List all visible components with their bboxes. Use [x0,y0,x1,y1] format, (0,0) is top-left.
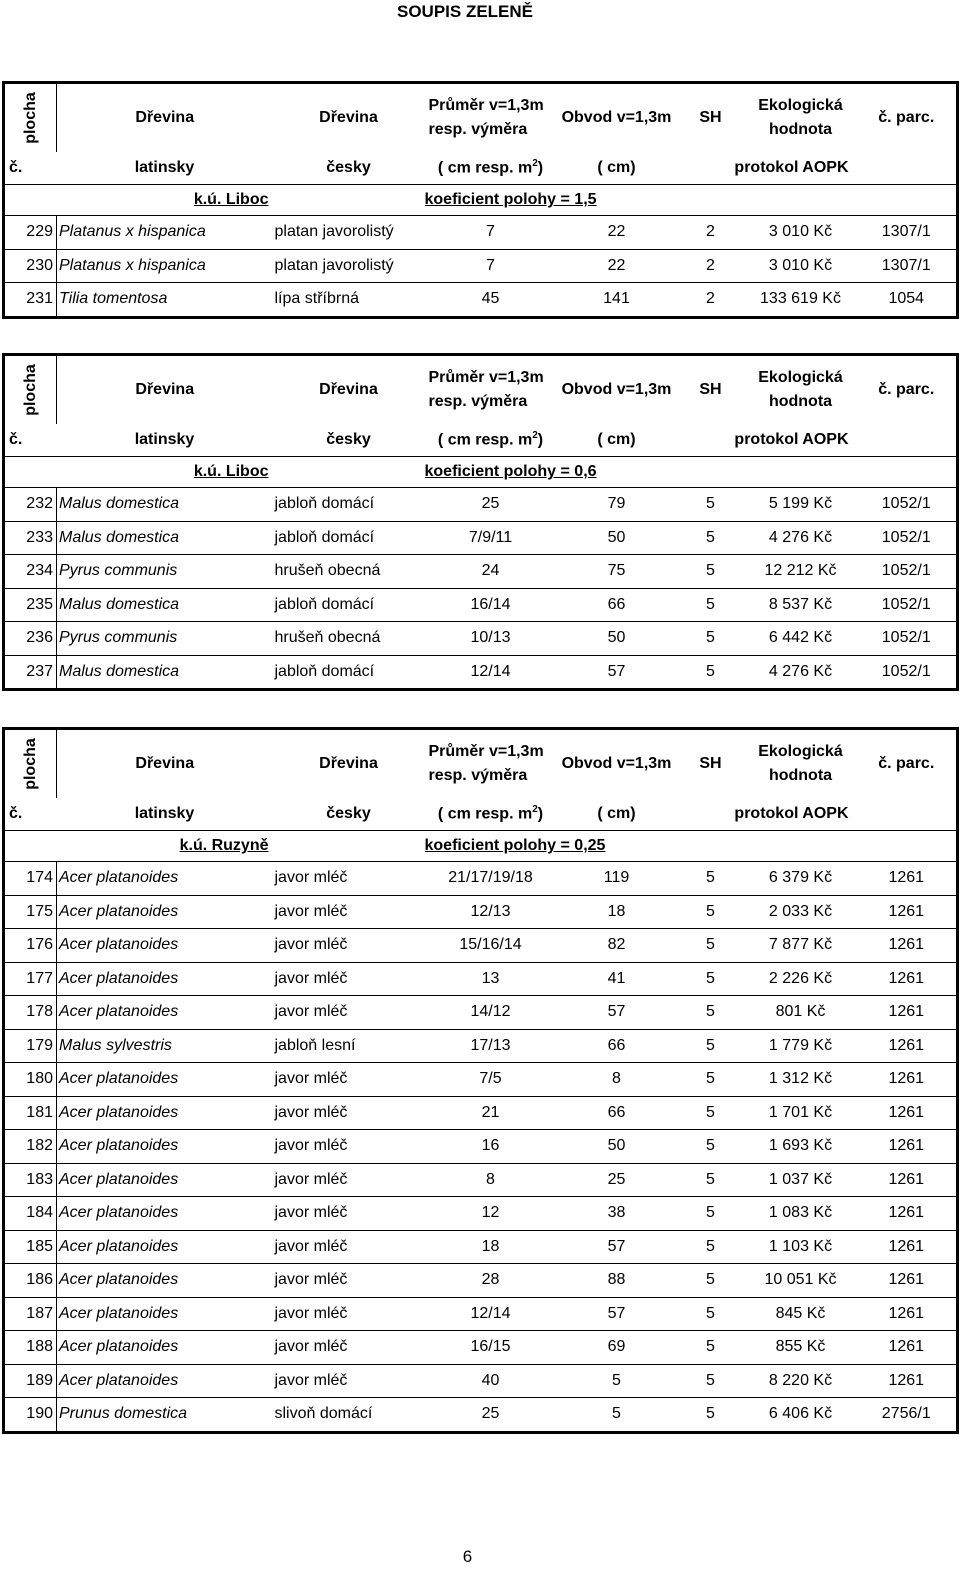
species-czech: platan javorolistý [273,216,425,250]
eco-value: 1 693 Kč [745,1130,857,1164]
header-circumference: Obvod v=1,3m [561,381,672,398]
species-latin: Tilia tomentosa [57,283,273,318]
species-latin: Malus sylvestris [57,1029,273,1063]
circumference: 22 [557,249,677,283]
circumference: 50 [557,521,677,555]
circumference: 5 [557,1398,677,1433]
diameter: 17/13 [425,1029,557,1063]
tree-number: 175 [4,895,57,929]
species-czech: javor mléč [273,895,425,929]
header-sh: SH [699,109,722,126]
species-czech: hrušeň obecná [273,622,425,656]
eco-value: 1 037 Kč [745,1163,857,1197]
table-subheader-row [4,152,958,185]
species-czech: javor mléč [273,862,425,896]
sh-value: 5 [677,1297,745,1331]
tree-number: 186 [4,1264,57,1298]
table-section-2 [2,353,956,691]
diameter: 16/14 [425,588,557,622]
diameter: 7 [425,249,557,283]
species-czech: platan javorolistý [273,249,425,283]
header-diameter: Průměr v=1,3m resp. výměra [428,743,544,784]
sh-value: 5 [677,1230,745,1264]
header-circumference: Obvod v=1,3m [561,109,672,126]
subheader-czech: česky [273,424,425,457]
location-coefficient: koeficient polohy = 0,6 [425,457,745,488]
subheader-czech: česky [273,152,425,185]
sh-value: 5 [677,962,745,996]
parcel-number: 1052/1 [857,555,958,589]
table-row [4,555,958,589]
species-latin: Acer platanoides [57,1096,273,1130]
subheader-number: č. [4,424,57,457]
tree-number: 181 [4,1096,57,1130]
table-row [4,1163,958,1197]
tree-number: 188 [4,1331,57,1365]
eco-value: 8 220 Kč [745,1364,857,1398]
eco-value: 5 199 Kč [745,488,857,522]
tree-number: 190 [4,1398,57,1433]
tree-number: 183 [4,1163,57,1197]
circumference: 18 [557,895,677,929]
subheader-diameter-unit: ( cm resp. $m^2$) [425,798,557,831]
location-coefficient: koeficient polohy = 1,5 [425,185,745,216]
subheader-latin: latinsky [57,152,273,185]
circumference: 57 [557,1297,677,1331]
table-row [4,1029,958,1063]
subheader-circumference-unit: ( cm) [557,424,677,457]
subheader-diameter-unit: ( cm resp. $m^2$) [425,424,557,457]
header-drevina-latin: Dřevina [135,109,195,126]
tree-number: 176 [4,929,57,963]
parcel-number: 1261 [857,1297,958,1331]
header-diameter: Průměr v=1,3m resp. výměra [428,369,544,410]
table-row [4,588,958,622]
diameter: 45 [425,283,557,318]
table-subheader-row [4,424,958,457]
sh-value: 5 [677,555,745,589]
sh-value: 5 [677,1096,745,1130]
sh-value: 2 [677,249,745,283]
table-row [4,1297,958,1331]
header-plocha: plocha [4,355,57,425]
sh-value: 5 [677,1163,745,1197]
species-latin: Pyrus communis [57,622,273,656]
diameter: 16 [425,1130,557,1164]
table-row [4,962,958,996]
sh-value: 5 [677,895,745,929]
species-latin: Acer platanoides [57,1197,273,1231]
subheader-latin: latinsky [57,424,273,457]
eco-value: 133 619 Kč [745,283,857,318]
diameter: 16/15 [425,1331,557,1365]
sh-value: 5 [677,655,745,690]
section-row [4,185,958,216]
diameter: 7/9/11 [425,521,557,555]
tree-inventory-table [2,353,959,691]
parcel-number: 1261 [857,1096,958,1130]
cadastral-area: k.ú. Ruzyně [4,831,273,862]
cadastral-area: k.ú. Liboc [4,185,273,216]
parcel-number: 1054 [857,283,958,318]
tree-number: 179 [4,1029,57,1063]
header-parcel: č. parc. [857,83,958,153]
table-header-row [4,729,958,799]
table-row [4,1096,958,1130]
species-latin: Acer platanoides [57,1264,273,1298]
species-latin: Platanus x hispanica [57,216,273,250]
circumference: 66 [557,1096,677,1130]
tree-number: 233 [4,521,57,555]
circumference: 25 [557,1163,677,1197]
location-coefficient: koeficient polohy = 0,25 [425,831,745,862]
eco-value: 801 Kč [745,996,857,1030]
circumference: 38 [557,1197,677,1231]
eco-value: 7 877 Kč [745,929,857,963]
subheader-protocol: protokol AOPK [677,424,857,457]
diameter: 15/16/14 [425,929,557,963]
species-czech: javor mléč [273,1096,425,1130]
table-row [4,996,958,1030]
eco-value: 10 051 Kč [745,1264,857,1298]
eco-value: 3 010 Kč [745,249,857,283]
parcel-number: 1052/1 [857,588,958,622]
species-latin: Acer platanoides [57,929,273,963]
section-row [4,831,958,862]
diameter: 14/12 [425,996,557,1030]
species-czech: slivoň domácí [273,1398,425,1433]
table-row [4,862,958,896]
species-czech: javor mléč [273,1230,425,1264]
table-row [4,1364,958,1398]
sh-value: 5 [677,588,745,622]
table-row [4,488,958,522]
species-czech: javor mléč [273,1331,425,1365]
eco-value: 845 Kč [745,1297,857,1331]
sh-value: 5 [677,1197,745,1231]
tree-inventory-table [2,81,959,319]
parcel-number: 1052/1 [857,488,958,522]
species-czech: javor mléč [273,996,425,1030]
circumference: 69 [557,1331,677,1365]
diameter: 25 [425,488,557,522]
tree-number: 236 [4,622,57,656]
header-parcel: č. parc. [857,729,958,799]
eco-value: 6 406 Kč [745,1398,857,1433]
sh-value: 5 [677,622,745,656]
header-eco-value: Ekologická hodnota [758,743,843,784]
species-czech: javor mléč [273,962,425,996]
eco-value: 4 276 Kč [745,655,857,690]
diameter: 21/17/19/18 [425,862,557,896]
table-row [4,1230,958,1264]
eco-value: 3 010 Kč [745,216,857,250]
diameter: 28 [425,1264,557,1298]
species-czech: javor mléč [273,1264,425,1298]
species-latin: Acer platanoides [57,1163,273,1197]
species-latin: Malus domestica [57,488,273,522]
circumference: 119 [557,862,677,896]
species-czech: javor mléč [273,1163,425,1197]
species-latin: Acer platanoides [57,1130,273,1164]
section-row [4,457,958,488]
table-subheader-row [4,798,958,831]
species-latin: Acer platanoides [57,996,273,1030]
eco-value: 1 103 Kč [745,1230,857,1264]
table-header-row [4,83,958,153]
header-sh: SH [699,755,722,772]
circumference: 50 [557,1130,677,1164]
circumference: 57 [557,655,677,690]
table-section-3 [2,727,956,1434]
eco-value: 1 312 Kč [745,1063,857,1097]
header-plocha: plocha [4,83,57,153]
diameter: 21 [425,1096,557,1130]
sh-value: 5 [677,1130,745,1164]
eco-value: 6 379 Kč [745,862,857,896]
species-czech: javor mléč [273,1130,425,1164]
header-plocha: plocha [4,729,57,799]
header-drevina-latin: Dřevina [135,381,195,398]
parcel-number: 1261 [857,1163,958,1197]
parcel-number: 1261 [857,1197,958,1231]
table-row [4,1331,958,1365]
parcel-number: 1261 [857,1331,958,1365]
page-number: 6 [462,1547,473,1566]
diameter: 12/13 [425,895,557,929]
eco-value: 4 276 Kč [745,521,857,555]
circumference: 79 [557,488,677,522]
table-row [4,1398,958,1433]
header-parcel: č. parc. [857,355,958,425]
tree-number: 237 [4,655,57,690]
parcel-number: 1261 [857,929,958,963]
sh-value: 5 [677,1063,745,1097]
subheader-protocol: protokol AOPK [677,152,857,185]
species-latin: Pyrus communis [57,555,273,589]
header-drevina-czech: Dřevina [319,381,378,398]
diameter: 12/14 [425,655,557,690]
circumference: 22 [557,216,677,250]
parcel-number: 1052/1 [857,622,958,656]
table-row [4,1264,958,1298]
circumference: 57 [557,996,677,1030]
tree-number: 232 [4,488,57,522]
header-eco-value: Ekologická hodnota [758,369,843,410]
species-czech: javor mléč [273,1364,425,1398]
eco-value: 1 083 Kč [745,1197,857,1231]
table-row [4,249,958,283]
subheader-circumference-unit: ( cm) [557,798,677,831]
tree-number: 229 [4,216,57,250]
eco-value: 6 442 Kč [745,622,857,656]
tree-number: 180 [4,1063,57,1097]
table-row [4,1197,958,1231]
page-title: SOUPIS ZELENĚ [396,2,534,21]
species-czech: javor mléč [273,1297,425,1331]
species-latin: Malus domestica [57,521,273,555]
sh-value: 5 [677,1364,745,1398]
subheader-number: č. [4,798,57,831]
parcel-number: 1261 [857,1029,958,1063]
subheader-number: č. [4,152,57,185]
table-row [4,622,958,656]
circumference: 5 [557,1364,677,1398]
tree-number: 177 [4,962,57,996]
header-drevina-czech: Dřevina [319,755,378,772]
circumference: 8 [557,1063,677,1097]
eco-value: 2 033 Kč [745,895,857,929]
tree-number: 182 [4,1130,57,1164]
species-latin: Acer platanoides [57,1063,273,1097]
species-czech: jabloň domácí [273,588,425,622]
table-row [4,655,958,690]
sh-value: 5 [677,929,745,963]
eco-value: 2 226 Kč [745,962,857,996]
sh-value: 5 [677,1398,745,1433]
cadastral-area: k.ú. Liboc [4,457,273,488]
table-row [4,521,958,555]
diameter: 40 [425,1364,557,1398]
species-czech: jabloň domácí [273,521,425,555]
eco-value: 8 537 Kč [745,588,857,622]
table-row [4,216,958,250]
tree-number: 178 [4,996,57,1030]
tree-inventory-table [2,727,959,1434]
species-czech: hrušeň obecná [273,555,425,589]
diameter: 18 [425,1230,557,1264]
tree-number: 231 [4,283,57,318]
species-latin: Acer platanoides [57,1297,273,1331]
sh-value: 5 [677,521,745,555]
species-latin: Acer platanoides [57,1230,273,1264]
eco-value: 1 701 Kč [745,1096,857,1130]
eco-value: 1 779 Kč [745,1029,857,1063]
sh-value: 5 [677,1029,745,1063]
header-circumference: Obvod v=1,3m [561,755,672,772]
parcel-number: 1261 [857,1364,958,1398]
sh-value: 5 [677,488,745,522]
species-latin: Malus domestica [57,655,273,690]
species-latin: Acer platanoides [57,1364,273,1398]
parcel-number: 1261 [857,996,958,1030]
subheader-diameter-unit: ( cm resp. $m^2$) [425,152,557,185]
header-drevina-latin: Dřevina [135,755,195,772]
sh-value: 5 [677,1331,745,1365]
diameter: 7 [425,216,557,250]
species-latin: Acer platanoides [57,962,273,996]
tree-number: 174 [4,862,57,896]
circumference: 57 [557,1230,677,1264]
diameter: 12/14 [425,1297,557,1331]
species-latin: Prunus domestica [57,1398,273,1433]
tree-number: 187 [4,1297,57,1331]
eco-value: 855 Kč [745,1331,857,1365]
diameter: 8 [425,1163,557,1197]
subheader-circumference-unit: ( cm) [557,152,677,185]
parcel-number: 1261 [857,1264,958,1298]
circumference: 66 [557,1029,677,1063]
sh-value: 5 [677,996,745,1030]
header-diameter: Průměr v=1,3m resp. výměra [428,97,544,138]
species-latin: Platanus x hispanica [57,249,273,283]
parcel-number: 1052/1 [857,521,958,555]
header-drevina-czech: Dřevina [319,109,378,126]
species-czech: javor mléč [273,1063,425,1097]
circumference: 141 [557,283,677,318]
species-czech: jabloň lesní [273,1029,425,1063]
circumference: 50 [557,622,677,656]
tree-number: 235 [4,588,57,622]
tree-number: 189 [4,1364,57,1398]
circumference: 75 [557,555,677,589]
header-eco-value: Ekologická hodnota [758,97,843,138]
parcel-number: 1307/1 [857,249,958,283]
table-row [4,895,958,929]
parcel-number: 1261 [857,962,958,996]
diameter: 24 [425,555,557,589]
diameter: 7/5 [425,1063,557,1097]
table-row [4,1130,958,1164]
tree-number: 234 [4,555,57,589]
subheader-latin: latinsky [57,798,273,831]
diameter: 12 [425,1197,557,1231]
sh-value: 2 [677,216,745,250]
table-row [4,1063,958,1097]
species-czech: jabloň domácí [273,655,425,690]
species-czech: javor mléč [273,929,425,963]
table-section-1 [2,81,956,319]
parcel-number: 1307/1 [857,216,958,250]
parcel-number: 1261 [857,1230,958,1264]
species-latin: Malus domestica [57,588,273,622]
circumference: 66 [557,588,677,622]
tree-number: 184 [4,1197,57,1231]
sh-value: 5 [677,862,745,896]
circumference: 41 [557,962,677,996]
species-latin: Acer platanoides [57,862,273,896]
tree-number: 185 [4,1230,57,1264]
species-czech: lípa stříbrná [273,283,425,318]
parcel-number: 1052/1 [857,655,958,690]
diameter: 25 [425,1398,557,1433]
table-header-row [4,355,958,425]
header-sh: SH [699,381,722,398]
parcel-number: 2756/1 [857,1398,958,1433]
tree-number: 230 [4,249,57,283]
sh-value: 2 [677,283,745,318]
eco-value: 12 212 Kč [745,555,857,589]
species-czech: javor mléč [273,1197,425,1231]
diameter: 13 [425,962,557,996]
parcel-number: 1261 [857,1130,958,1164]
species-czech: jabloň domácí [273,488,425,522]
circumference: 82 [557,929,677,963]
subheader-protocol: protokol AOPK [677,798,857,831]
parcel-number: 1261 [857,895,958,929]
species-latin: Acer platanoides [57,895,273,929]
circumference: 88 [557,1264,677,1298]
subheader-czech: česky [273,798,425,831]
parcel-number: 1261 [857,1063,958,1097]
parcel-number: 1261 [857,862,958,896]
species-latin: Acer platanoides [57,1331,273,1365]
table-row [4,283,958,318]
sh-value: 5 [677,1264,745,1298]
table-row [4,929,958,963]
diameter: 10/13 [425,622,557,656]
